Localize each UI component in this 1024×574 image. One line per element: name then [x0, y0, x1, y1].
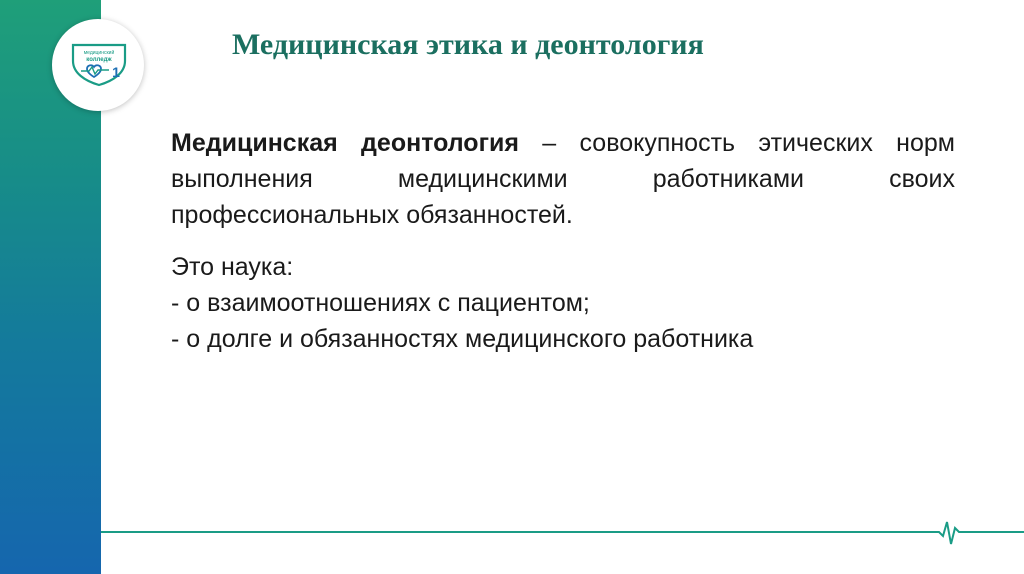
pulse-divider-line — [101, 512, 1024, 552]
science-block — [171, 249, 955, 357]
heart-pulse-icon — [69, 43, 129, 87]
logo-text-line1: медицинский — [83, 50, 115, 56]
logo-text-line2: колледж — [86, 57, 112, 63]
definition-text: – совокупность этических норм выполнения медицинскими работниками своих профессиональных обязанностей. — [171, 129, 955, 229]
science-item-patient: - о взаимоотношениях с пациентом; — [171, 289, 590, 317]
logo-number: 1 — [112, 64, 120, 80]
definition-term: Медицинская деонтология — [171, 129, 519, 157]
definition-paragraph — [171, 125, 955, 233]
science-item-duty: - о долге и обязанностях медицинского работника — [171, 325, 754, 353]
science-intro: Это наука: — [171, 253, 294, 281]
college-logo — [52, 19, 144, 111]
slide-content — [171, 125, 955, 357]
slide-title: Медицинская этика и деонтология — [232, 28, 704, 61]
